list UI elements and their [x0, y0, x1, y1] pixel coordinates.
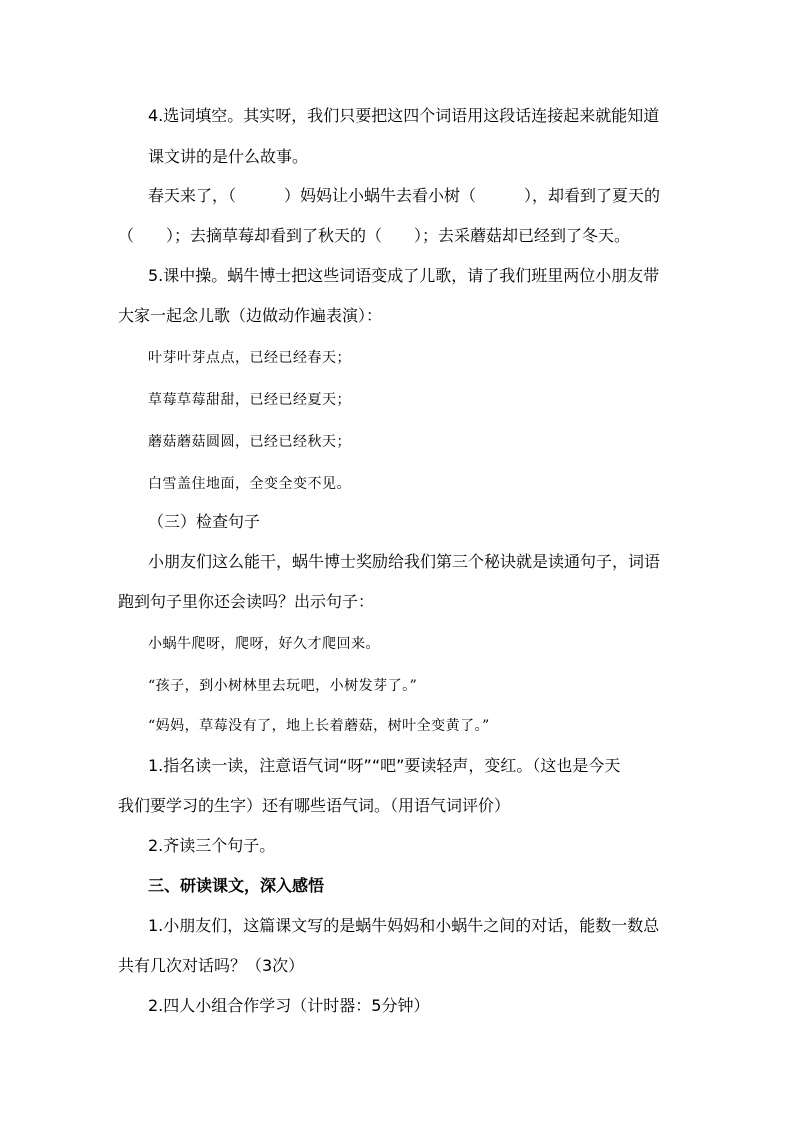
- paragraph-line: 5.课中操。蜗牛博士把这些词语变成了儿歌，请了我们班里两位小朋友带: [148, 266, 660, 285]
- paragraph-line: 4.选词填空。其实呀，我们只要把这四个词语用这段话连接起来就能知道: [148, 106, 660, 125]
- paragraph-line: （ ）；去摘草莓却看到了秋天的（ ）；去采蘑菇却已经到了冬天。: [118, 226, 631, 245]
- example-sentence: “妈妈，草莓没有了，地上长着蘑菇，树叶全变黄了。”: [148, 718, 490, 734]
- paragraph-line: 小朋友们这么能干，蜗牛博士奖励给我们第三个秘诀就是读通句子，词语: [148, 552, 661, 571]
- poem-line: 叶芽叶芽点点，已经已经春天；: [148, 350, 351, 366]
- paragraph-line: 2.齐读三个句子。: [148, 836, 276, 855]
- poem-line: 白雪盖住地面，全变全变不见。: [148, 476, 351, 492]
- paragraph-line: 大家一起念儿歌（边做动作遍表演）：: [118, 306, 383, 325]
- example-sentence: “孩子，到小树林里去玩吧，小树发芽了。”: [148, 678, 418, 694]
- paragraph-line: 跑到句子里你还会读吗？出示句子：: [118, 592, 375, 611]
- example-sentence: 小蜗牛爬呀，爬呀，好久才爬回来。: [148, 636, 380, 652]
- section-heading: 三、研读课文，深入感悟: [148, 876, 325, 895]
- paragraph-line: 课文讲的是什么故事。: [148, 147, 309, 166]
- paragraph-line: 共有几次对话吗？（3次）: [118, 956, 305, 975]
- paragraph-line: 春天来了，（ ）妈妈让小蜗牛去看小树（ ），却看到了夏天的: [148, 186, 661, 205]
- paragraph-line: 2.四人小组合作学习（计时器：5分钟）: [148, 996, 430, 1015]
- poem-line: 蘑菇蘑菇圆圆，已经已经秋天；: [148, 434, 351, 450]
- paragraph-line: 1.小朋友们，这篇课文写的是蜗牛妈妈和小蜗牛之间的对话，能数一数总: [148, 916, 660, 935]
- section-heading: （三）检查句子: [148, 512, 261, 531]
- paragraph-line: 1.指名读一读，注意语气词“呀”“吧”要读轻声，变红。（这也是今天: [148, 756, 621, 775]
- poem-line: 草莓草莓甜甜，已经已经夏天；: [148, 392, 351, 408]
- paragraph-line: 我们要学习的生字）还有哪些语气词。（用语气词评价）: [118, 796, 511, 815]
